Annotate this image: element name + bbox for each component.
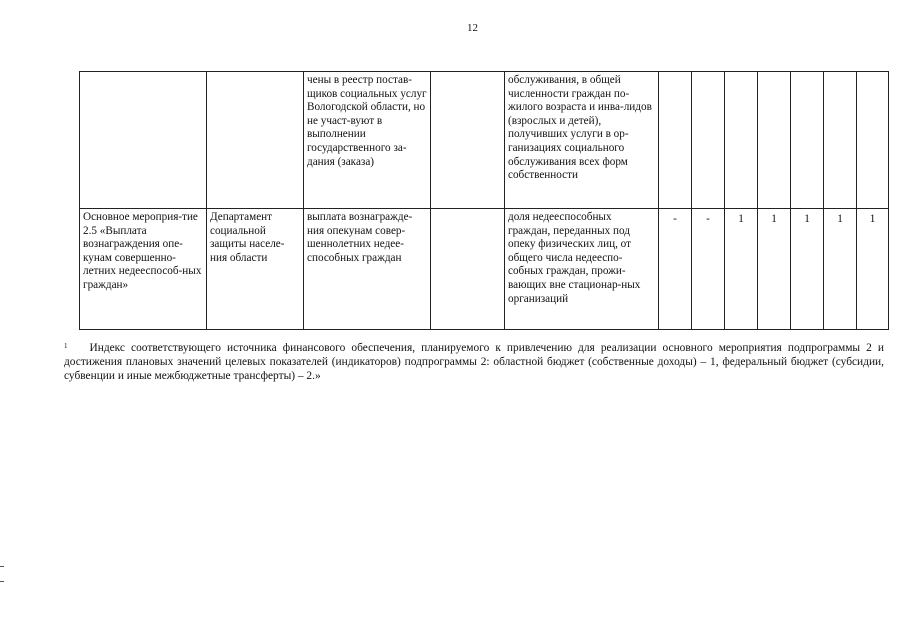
value-cell — [824, 72, 857, 209]
value-cell: 1 — [857, 209, 889, 330]
program-activities-table — [79, 71, 889, 330]
value-cell: 1 — [725, 209, 758, 330]
scan-edge-mark — [0, 581, 4, 582]
result-cell: выплата вознагражде-ния опекунам совер-шеннолетних недее-способных граждан — [304, 209, 431, 330]
value-cell — [758, 72, 791, 209]
executor-cell: Департамент социальной защиты населе-ния области — [207, 209, 304, 330]
value-cell: 1 — [791, 209, 824, 330]
scan-edge-mark — [0, 566, 4, 567]
indicator-cell: обслуживания, в общей численности граждан по-жилого возраста и инва-лидов (взрослых и детей), получивших услуги в ор-ганизациях социального обслуживания всех форм собственности — [505, 72, 659, 209]
value-cell — [725, 72, 758, 209]
activity-cell — [80, 72, 207, 209]
value-cell — [791, 72, 824, 209]
value-cell — [857, 72, 889, 209]
footnote-text: Индекс соответствующего источника финансового обеспечения, планируемого к привлечению для реализации основного мероприятия подпрограммы 2 и достижения плановых значений целевых показателей (индикаторов) подпрограммы 2: областной бюджет (собственные доходы) – 1, федеральный бюджет (субсидии, субвенции и иные межбюджетные трансферты) – 2.» — [64, 342, 884, 382]
table-row — [80, 209, 889, 330]
value-cell: 1 — [758, 209, 791, 330]
result-cell: чены в реестр постав-щиков социальных услуг Вологодской области, но не участ-вуют в выполнении государственного за-дания (заказа) — [304, 72, 431, 209]
source-cell — [431, 72, 505, 209]
footnote-mark: 1 — [64, 342, 68, 350]
source-cell — [431, 209, 505, 330]
value-cell: - — [659, 209, 692, 330]
executor-cell — [207, 72, 304, 209]
value-cell — [692, 72, 725, 209]
indicator-cell: доля недееспособных граждан, переданных под опеку физических лиц, от общего числа недееспо-собных граждан, прожи-вающих вне стационар-ных организаций — [505, 209, 659, 330]
value-cell: - — [692, 209, 725, 330]
footnote — [64, 342, 884, 383]
activity-cell: Основное мероприя-тие 2.5 «Выплата вознаграждения опе-кунам совершенно-летних недееспособ-ных граждан» — [80, 209, 207, 330]
value-cell — [659, 72, 692, 209]
page-number: 12 — [467, 22, 478, 34]
table-row — [80, 72, 889, 209]
value-cell: 1 — [824, 209, 857, 330]
